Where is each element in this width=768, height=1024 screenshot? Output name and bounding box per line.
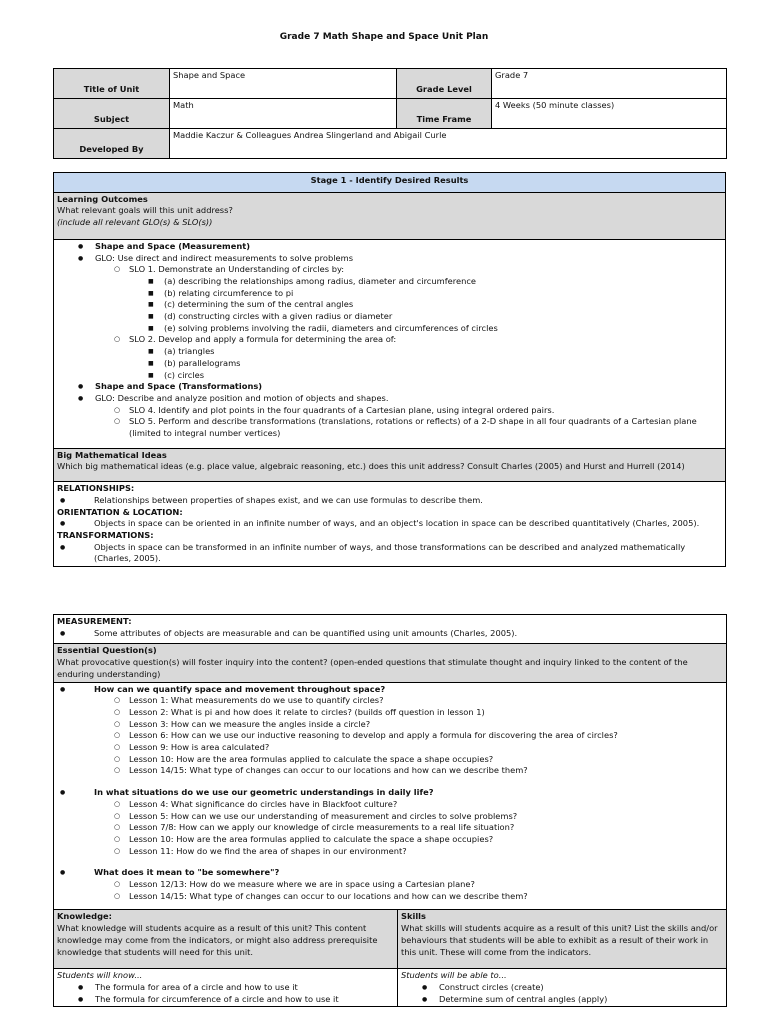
outcome-item: ● Shape and Space (Transformations) (57, 381, 722, 393)
big-ideas-prompt (54, 448, 726, 481)
measurement-item: ● Some attributes of objects are measurable and can be quantified using unit amounts (Charles, 2005). (57, 628, 723, 640)
knowledge-item: ● The formula for circumference of a circle and how to use it (57, 994, 394, 1006)
lesson-question-item: ○ Lesson 11: How do we find the area of shapes in our environment? (57, 846, 723, 858)
skill-item: ● Construct circles (create) (401, 982, 723, 994)
skills-intro: Students will be able to... (401, 970, 507, 981)
outcome-item: ■ (a) triangles (57, 346, 722, 358)
outcome-item: ■ (c) circles (57, 370, 722, 382)
lesson-question-item: ○ Lesson 5: How can we use our understanding of measurement and circles to solve problems? (57, 811, 723, 823)
developed-by-value: Maddie Kaczur & Colleagues Andrea Slingerland and Abigail Curle (170, 129, 727, 159)
outcome-item: ■ (e) solving problems involving the radii, diameters and circumferences of circles (57, 323, 722, 335)
subject-value: Math (170, 99, 397, 129)
spacer (57, 777, 723, 787)
skills-question: What skills will students acquire as a result of this unit? List the skills and/or behaviours that students will be able to exhibit as a result of their work in this unit. These will come from the indicators. (401, 923, 718, 957)
skills-list (401, 982, 723, 1005)
outcome-item: ■ (a) describing the relationships among radius, diameter and circumference (57, 276, 722, 288)
title-of-unit-label: Title of Unit (54, 69, 170, 99)
questions-list (57, 684, 723, 903)
lesson-question-item: ○ Lesson 9: How is area calculated? (57, 742, 723, 754)
knowledge-item: ● The formula for area of a circle and how to use it (57, 982, 394, 994)
lesson-question-item: ○ Lesson 3: How can we measure the angles inside a circle? (57, 719, 723, 731)
ideas-list (57, 483, 722, 565)
learning-outcomes-note: (include all relevant GLO(s) & SLO(s)) (57, 217, 213, 228)
essential-questions-question: What provocative question(s) will foster inquiry into the content? (open-ended questions that stimulate thought and inquiry linked to the content of the enduring understanding) (57, 657, 688, 679)
knowledge-prompt (54, 910, 398, 969)
outcome-item: ■ (b) relating circumference to pi (57, 288, 722, 300)
knowledge-heading: Knowledge: (57, 911, 112, 922)
lesson-question-item: ○ Lesson 1: What measurements do we use to quantify circles? (57, 695, 723, 707)
page-title: Grade 7 Math Shape and Space Unit Plan (279, 32, 489, 42)
big-ideas-question: Which big mathematical ideas (e.g. place value, algebraic reasoning, etc.) does this unit address? Consult Charles (2005) and Hurst and Hurrell (2014) (57, 461, 685, 472)
essential-question-item: ● How can we quantify space and movement throughout space? (57, 684, 723, 696)
lesson-question-item: ○ Lesson 14/15: What type of changes can occur to our locations and how can we describe them? (57, 765, 723, 777)
unit-info-table (53, 68, 727, 159)
unit-plan-continued-table (53, 614, 727, 1007)
skills-heading: Skills (401, 911, 426, 922)
knowledge-intro: Students will know... (57, 970, 143, 981)
idea-item: ● Relationships between properties of shapes exist, and we can use formulas to describe them. (57, 495, 722, 507)
lesson-question-item: ○ Lesson 6: How can we use our inductive reasoning to develop and apply a formula for discovering the area of circles? (57, 730, 723, 742)
big-ideas-content (54, 482, 726, 567)
lesson-question-item: ○ Lesson 12/13: How do we measure where we are in space using a Cartesian plane? (57, 879, 723, 891)
big-ideas-heading: Big Mathematical Ideas (57, 449, 167, 460)
knowledge-question: What knowledge will students acquire as a result of this unit? This content knowledge may come from the indicators, or might also address prerequisite knowledge that students will need for this unit. (57, 923, 378, 957)
outcome-item: ■ (b) parallelograms (57, 358, 722, 370)
grade-level-label: Grade Level (397, 69, 492, 99)
lesson-question-item: ○ Lesson 10: How are the area formulas applied to calculate the space a shape occupies? (57, 754, 723, 766)
idea-item: ● Objects in space can be transformed in an infinite number of ways, and those transformations can be described and analyzed mathematically (Charles, 2005). (57, 542, 722, 565)
learning-outcomes-prompt (54, 192, 726, 239)
idea-heading: ORIENTATION & LOCATION: (57, 506, 183, 517)
skill-item: ● Determine sum of central angles (apply) (401, 994, 723, 1006)
lesson-question-item: ○ Lesson 10: How are the area formulas applied to calculate the space a shape occupies? (57, 834, 723, 846)
essential-questions-heading: Essential Question(s) (57, 645, 157, 656)
subject-label: Subject (54, 99, 170, 129)
measurement-heading: MEASUREMENT: (57, 616, 132, 626)
idea-heading: RELATIONSHIPS: (57, 483, 135, 494)
outcome-item: ■ (d) constructing circles with a given radius or diameter (57, 311, 722, 323)
outcome-item: ○ SLO 5. Perform and describe transformations (translations, rotations or reflects) of a 2-D shape in all four quadrants of a Cartesian plane (limited to integral number vertices) (57, 416, 722, 439)
learning-outcomes-content (54, 239, 726, 448)
learning-outcomes-heading: Learning Outcomes (57, 193, 148, 204)
lesson-question-item: ○ Lesson 4: What significance do circles have in Blackfoot culture? (57, 799, 723, 811)
essential-questions-content (54, 682, 727, 910)
outcome-item: ● GLO: Describe and analyze position and motion of objects and shapes. (57, 393, 722, 405)
title-of-unit-value: Shape and Space (170, 69, 397, 99)
outcome-item: ○ SLO 4. Identify and plot points in the four quadrants of a Cartesian plane, using integral ordered pairs. (57, 405, 722, 417)
developed-by-label: Developed By (54, 129, 170, 159)
essential-question-item: ● In what situations do we use our geometric understandings in daily life? (57, 787, 723, 799)
idea-heading: TRANSFORMATIONS: (57, 529, 154, 540)
essential-questions-prompt (54, 644, 727, 682)
learning-outcomes-question: What relevant goals will this unit address? (57, 205, 233, 216)
grade-level-value: Grade 7 (492, 69, 727, 99)
outcome-item: ○ SLO 1. Demonstrate an Understanding of circles by: (57, 264, 722, 276)
essential-question-item: ● What does it mean to "be somewhere"? (57, 867, 723, 879)
lesson-question-item: ○ Lesson 2: What is pi and how does it relate to circles? (builds off question in lesson 1) (57, 707, 723, 719)
measurement-cell (54, 615, 727, 644)
lesson-question-item: ○ Lesson 14/15: What type of changes can occur to our locations and how can we describe them? (57, 891, 723, 903)
spacer (57, 857, 723, 867)
idea-item: ● Objects in space can be oriented in an infinite number of ways, and an object's location in space can be described quantitatively (Charles, 2005). (57, 518, 722, 530)
outcome-item: ● GLO: Use direct and indirect measurements to solve problems (57, 253, 722, 265)
stage1-heading: Stage 1 - Identify Desired Results (54, 173, 726, 193)
knowledge-list (57, 982, 394, 1005)
outcome-item: ■ (c) determining the sum of the central angles (57, 299, 722, 311)
outcome-item: ○ SLO 2. Develop and apply a formula for determining the area of: (57, 334, 722, 346)
knowledge-content (54, 969, 398, 1007)
stage1-table (53, 172, 726, 567)
outcomes-list (57, 241, 722, 440)
time-frame-label: Time Frame (397, 99, 492, 129)
skills-content (398, 969, 727, 1007)
time-frame-value: 4 Weeks (50 minute classes) (492, 99, 727, 129)
lesson-question-item: ○ Lesson 7/8: How can we apply our knowledge of circle measurements to a real life situation? (57, 822, 723, 834)
skills-prompt (398, 910, 727, 969)
outcome-item: ● Shape and Space (Measurement) (57, 241, 722, 253)
